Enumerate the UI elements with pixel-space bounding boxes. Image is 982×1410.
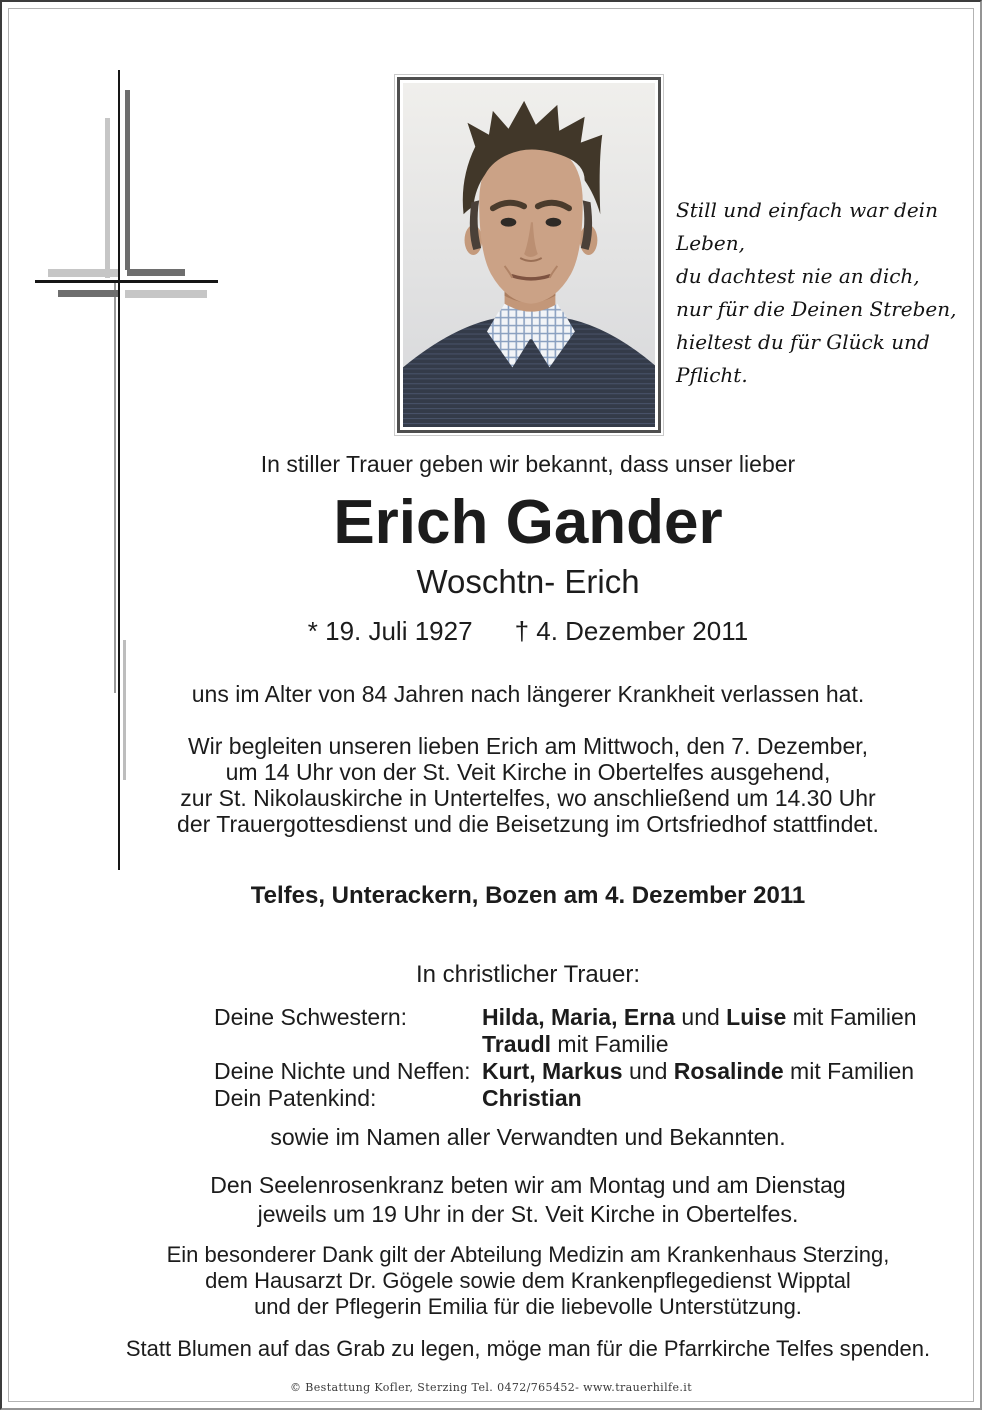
mourner-text: mit Familien — [786, 1004, 917, 1030]
funeral-line: Wir begleiten unseren lieben Erich am Mittwoch, den 7. Dezember, — [187, 733, 869, 759]
mourner-text: mit Familien — [783, 1058, 915, 1084]
rosary-line: jeweils um 19 Uhr in der St. Veit Kirche in Obertelfes. — [257, 1201, 799, 1227]
mourners-list — [214, 1004, 917, 1112]
mourner-text: und — [675, 1004, 727, 1030]
mourner-row — [214, 1085, 917, 1112]
mourner-name: Hilda, Maria, Erna — [482, 1004, 676, 1030]
mourner-label: Deine Nichte und Neffen: — [214, 1058, 471, 1084]
thanks-line: dem Hausarzt Dr. Gögele sowie dem Krankenpflegedienst Wipptal — [205, 1268, 851, 1293]
mourner-row — [214, 1031, 917, 1058]
thanks-line: Ein besonderer Dank gilt der Abteilung Medizin am Krankenhaus Sterzing, — [166, 1242, 890, 1267]
mourner-label: Dein Patenkind: — [214, 1085, 377, 1111]
deceased-name: Erich Gander — [333, 488, 723, 557]
poem-line: nur für die Deinen Streben, — [676, 297, 957, 321]
relatives-line: sowie im Namen aller Verwandten und Bekannten. — [270, 1124, 786, 1150]
cross-bar — [125, 290, 207, 298]
funeral-line: der Trauergottesdienst und die Beisetzung im Ortsfriedhof stattfindet. — [177, 811, 879, 837]
mourner-name: Traudl — [482, 1031, 552, 1057]
flowers-notice: Statt Blumen auf das Grab zu legen, möge man für die Pfarrkirche Telfes spenden. — [125, 1336, 931, 1361]
mourning-header: In christlicher Trauer: — [415, 961, 641, 988]
mourner-label: Deine Schwestern: — [214, 1004, 408, 1030]
mourner-name: Rosalinde — [673, 1058, 784, 1084]
mourner-names — [482, 1004, 917, 1031]
mourner-text: mit Familie — [551, 1031, 669, 1057]
funeral-line: zur St. Nikolauskirche in Untertelfes, wo anschließend um 14.30 Uhr — [180, 785, 876, 811]
rosary-notice — [64, 1171, 982, 1229]
cross-bar — [125, 90, 130, 270]
mourner-name: Christian — [482, 1085, 582, 1111]
mourner-names — [482, 1031, 669, 1058]
mourner-row — [214, 1058, 917, 1085]
announcement-intro: In stiller Trauer geben wir bekannt, dass unser lieber — [260, 451, 796, 477]
portrait-illustration — [403, 83, 655, 427]
poem-line: du dachtest nie an dich, — [676, 264, 920, 288]
rosary-line: Den Seelenrosenkranz beten wir am Montag und am Dienstag — [210, 1172, 846, 1198]
mourner-label — [214, 1031, 482, 1058]
funeral-details — [64, 733, 982, 837]
birth-date: * 19. Juli 1927 — [307, 616, 473, 646]
thanks-notice — [64, 1242, 982, 1320]
mourner-name: Luise — [726, 1004, 787, 1030]
age-line: uns im Alter von 84 Jahren nach längerer Krankheit verlassen hat. — [191, 681, 865, 707]
funeral-line: um 14 Uhr von der St. Veit Kirche in Obertelfes ausgehend, — [225, 759, 831, 785]
funeral-home-credit: © Bestattung Kofler, Sterzing Tel. 0472/765452- www.trauerhilfe.it — [289, 1381, 693, 1394]
mourner-names — [482, 1085, 582, 1112]
mourner-names — [482, 1058, 914, 1085]
portrait-photo — [397, 77, 661, 433]
deceased-house-name: Woschtn- Erich — [416, 563, 640, 600]
memorial-poem — [676, 194, 976, 392]
cross-bar — [35, 280, 218, 283]
mourner-row — [214, 1004, 917, 1031]
mourner-name: Kurt, Markus — [482, 1058, 623, 1084]
poem-line: Still und einfach war dein Leben, — [676, 198, 938, 255]
cross-bar — [48, 269, 118, 277]
place-and-date: Telfes, Unterackern, Bozen am 4. Dezember 2011 — [250, 882, 806, 909]
thanks-line: und der Pflegerin Emilia für die liebevolle Unterstützung. — [254, 1294, 802, 1319]
poem-line: hieltest du für Glück und Pflicht. — [676, 330, 930, 387]
cross-bar — [58, 290, 118, 297]
cross-bar — [127, 269, 185, 276]
mourner-text: und — [622, 1058, 674, 1084]
death-date: † 4. Dezember 2011 — [514, 616, 749, 646]
life-dates — [64, 616, 982, 647]
cross-bar — [105, 118, 110, 278]
